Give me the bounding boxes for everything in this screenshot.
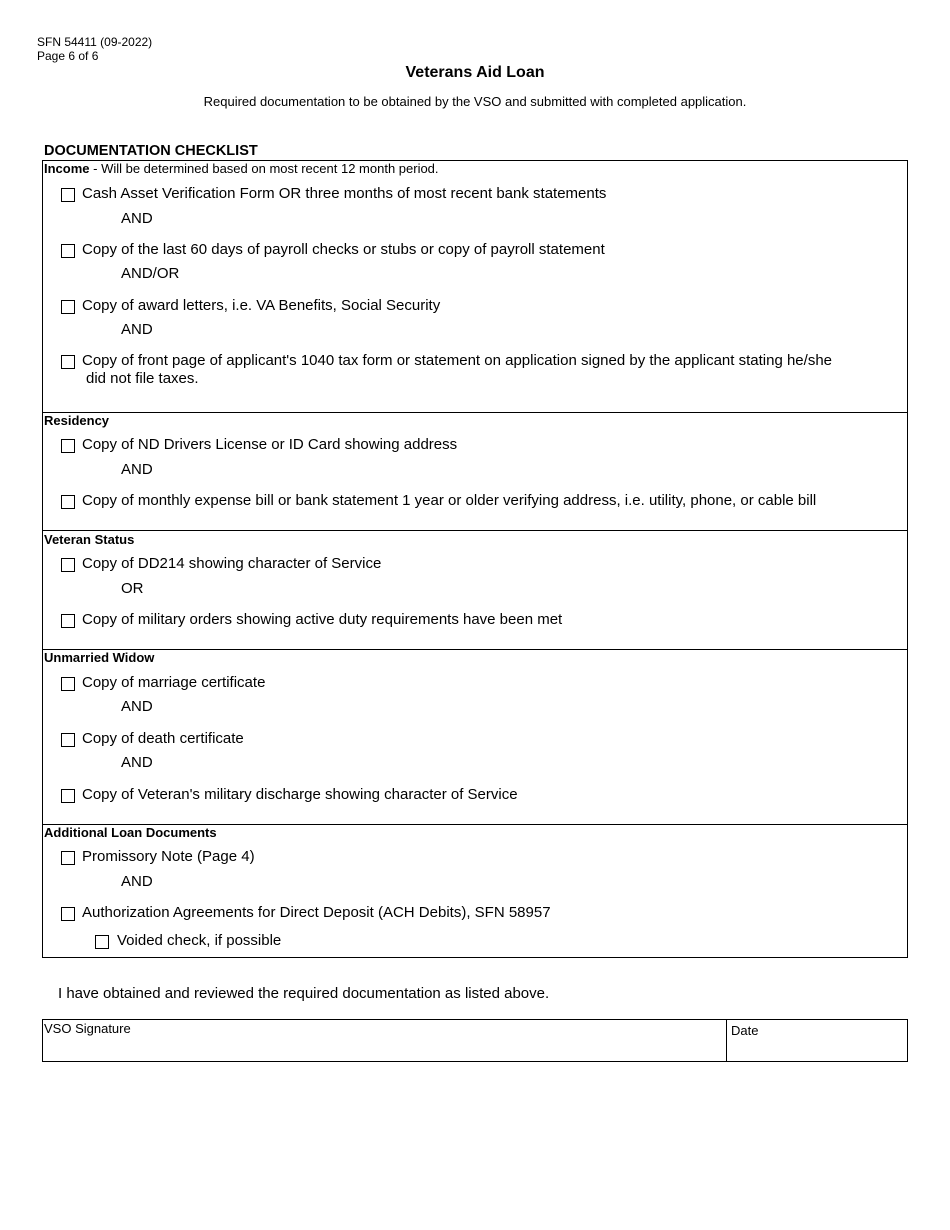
voided-check-checkbox[interactable] [95, 935, 109, 949]
checklist-heading: DOCUMENTATION CHECKLIST [44, 143, 258, 159]
residency-connector-1: AND [121, 461, 153, 478]
unmarried-widow-item-3: Copy of Veteran's military discharge showing character of Service [82, 786, 518, 803]
residency-item-2: Copy of monthly expense bill or bank statement 1 year or older verifying address, i.e. utility, phone, or cable bill [82, 492, 817, 509]
income-note: - Will be determined based on most recent 12 month period. [89, 161, 439, 176]
residency-checkbox-1[interactable] [61, 439, 75, 453]
income-checkbox-4[interactable] [61, 355, 75, 369]
unmarried-widow-label [44, 650, 154, 665]
residency-label-text: Residency [44, 413, 110, 428]
form-number [37, 35, 152, 63]
unmarried-widow-connector-2: AND [121, 754, 153, 771]
additional-checkbox-2[interactable] [61, 907, 75, 921]
vso-signature-label: VSO Signature [44, 1021, 131, 1036]
additional-checkbox-1[interactable] [61, 851, 75, 865]
veteran-status-item-2: Copy of military orders showing active duty requirements have been met [82, 611, 563, 628]
unmarried-widow-item-1: Copy of marriage certificate [82, 674, 266, 691]
residency-label [44, 413, 109, 428]
income-connector-2: AND/OR [121, 265, 180, 282]
form-number-text: SFN 54411 (09-2022) [37, 35, 153, 49]
unmarried-widow-checkbox-2[interactable] [61, 733, 75, 747]
page-number: Page 6 of 6 [37, 49, 99, 63]
residency-item-1: Copy of ND Drivers License or ID Card showing address [82, 436, 458, 453]
voided-check-item: Voided check, if possible [117, 932, 282, 949]
income-connector-1: AND [121, 210, 153, 227]
unmarried-widow-checkbox-3[interactable] [61, 789, 75, 803]
signature-divider [726, 1019, 727, 1062]
unmarried-widow-checkbox-1[interactable] [61, 677, 75, 691]
date-field[interactable] [728, 1039, 907, 1061]
veteran-status-label [44, 532, 134, 547]
certification-statement: I have obtained and reviewed the required documentation as listed above. [58, 985, 550, 1002]
veteran-status-section [42, 530, 908, 650]
additional-loan-documents-label [44, 825, 217, 840]
veteran-status-checkbox-2[interactable] [61, 614, 75, 628]
residency-section [42, 412, 908, 531]
income-item-1: Cash Asset Verification Form OR three months of most recent bank statements [82, 185, 607, 202]
income-item-3: Copy of award letters, i.e. VA Benefits, Social Security [82, 297, 441, 314]
additional-item-1: Promissory Note (Page 4) [82, 848, 255, 865]
income-item-2: Copy of the last 60 days of payroll checks or stubs or copy of payroll statement [82, 241, 605, 258]
veteran-status-connector-1: OR [121, 580, 144, 597]
income-label-text: Income [44, 161, 90, 176]
veteran-status-item-1: Copy of DD214 showing character of Service [82, 555, 382, 572]
income-checkbox-1[interactable] [61, 188, 75, 202]
unmarried-widow-item-2: Copy of death certificate [82, 730, 244, 747]
unmarried-widow-label-text: Unmarried Widow [44, 650, 155, 665]
date-label: Date [731, 1023, 759, 1038]
income-item-4-continued: did not file taxes. [86, 370, 199, 387]
income-connector-3: AND [121, 321, 153, 338]
additional-item-2: Authorization Agreements for Direct Deposit (ACH Debits), SFN 58957 [82, 904, 551, 921]
income-item-4: Copy of front page of applicant's 1040 tax form or statement on application signed by the applicant stating he/she [82, 352, 832, 369]
veteran-status-checkbox-1[interactable] [61, 558, 75, 572]
income-checkbox-3[interactable] [61, 300, 75, 314]
income-label [44, 161, 439, 176]
vso-signature-field[interactable] [43, 1037, 725, 1061]
additional-loan-documents-label-text: Additional Loan Documents [44, 825, 217, 840]
page-title: Veterans Aid Loan [405, 64, 545, 81]
unmarried-widow-connector-1: AND [121, 698, 153, 715]
residency-checkbox-2[interactable] [61, 495, 75, 509]
income-checkbox-2[interactable] [61, 244, 75, 258]
additional-connector-1: AND [121, 873, 153, 890]
page-subtitle: Required documentation to be obtained by the VSO and submitted with completed application. [203, 94, 747, 109]
veteran-status-label-text: Veteran Status [44, 532, 135, 547]
